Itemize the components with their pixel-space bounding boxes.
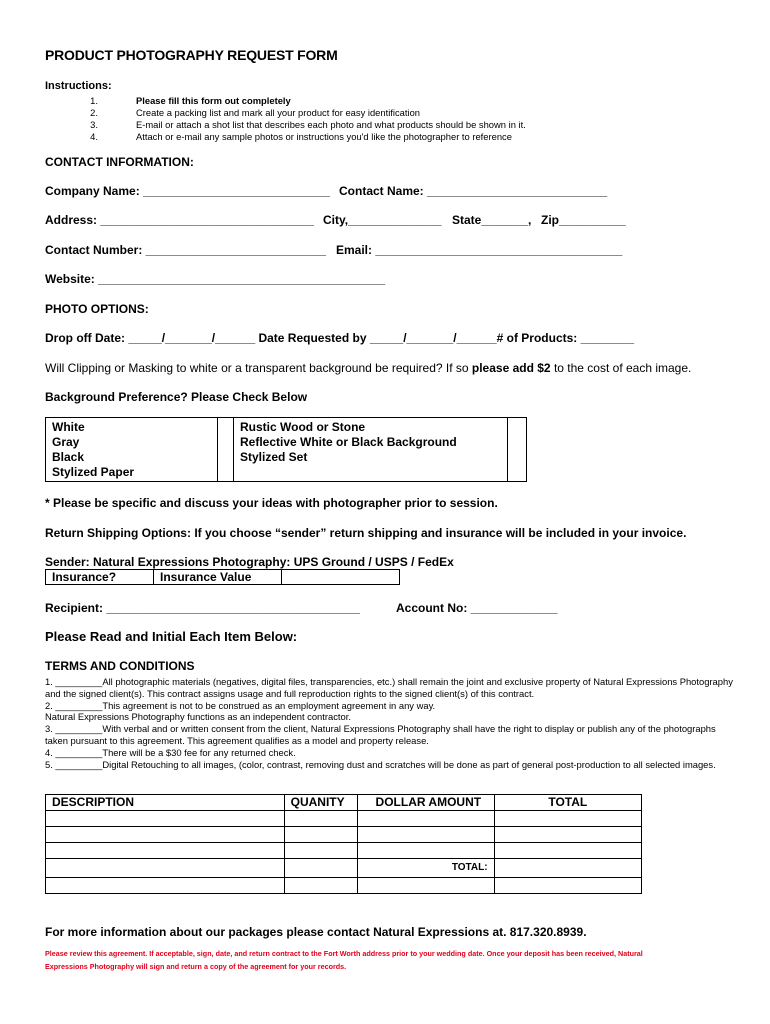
specific-note: * Please be specific and discuss your ideas with photographer prior to session. [45, 496, 498, 510]
total-label: TOTAL: [357, 859, 494, 878]
instruction-text: Attach or e-mail any sample photos or instructions you'd like the photographer to reference [136, 131, 512, 142]
company-name-field[interactable]: Company Name: ____________________________ [45, 184, 330, 198]
clipping-fee: please add $2 [471, 361, 551, 375]
term-4[interactable]: 4. _________There will be a $30 fee for any returned check. [45, 746, 296, 758]
page-title: PRODUCT PHOTOGRAPHY REQUEST FORM [45, 47, 338, 63]
table-row [46, 811, 642, 827]
insurance-table [45, 569, 400, 585]
check-column[interactable] [218, 418, 234, 482]
term-3[interactable]: 3. _________With verbal and or written consent from the client, Natural Expressions Photography shall have the right to display or publish any of the photographs taken pursuant to this agreement. This agreement qualifies as a model and property release. [45, 723, 716, 746]
email-field[interactable]: Email: _____________________________________ [336, 243, 623, 257]
contact-name-field[interactable]: Contact Name: ___________________________ [339, 184, 608, 198]
price-table [45, 794, 642, 894]
option-rustic-wood[interactable]: Rustic Wood or Stone [240, 420, 366, 434]
instruction-number: 1. [90, 95, 98, 106]
city-field[interactable]: City,______________ [323, 213, 442, 227]
account-field[interactable]: Account No: _____________ [396, 601, 558, 615]
table-row [46, 859, 642, 878]
table-row [46, 878, 642, 894]
address-field[interactable]: Address: ________________________________ [45, 213, 314, 227]
contact-info-line: For more information about our packages please contact Natural Expressions at. 817.320.8939. [45, 925, 587, 939]
read-initial-heading: Please Read and Initial Each Item Below: [45, 629, 298, 644]
term-1[interactable]: 1. _________All photographic materials (negatives, digital files, transparencies, etc.) shall remain the joint and exclusive property of Natural Expressions Photography and the signed client(s). This contract assigns usage and full reproduction rights to the signed client(s) of this contract. [45, 676, 733, 699]
instruction-text: Create a packing list and mark all your product for easy identification [136, 107, 420, 118]
instruction-number: 3. [90, 119, 98, 130]
dates-products-field[interactable]: Drop off Date: _____/_______/______ Date Requested by _____/_______/______# of Products: ________ [45, 331, 635, 345]
state-field[interactable]: State_______, [452, 213, 532, 227]
option-white[interactable]: White [52, 420, 85, 434]
option-stylized-set[interactable]: Stylized Set [240, 450, 308, 464]
table-row [46, 827, 642, 843]
clipping-question [45, 361, 691, 375]
instruction-number: 2. [90, 107, 98, 118]
background-heading: Background Preference? Please Check Below [45, 390, 308, 404]
header-description: DESCRIPTION [46, 795, 285, 811]
total-value[interactable] [494, 859, 641, 878]
instruction-number: 4. [90, 131, 98, 142]
insurance-value-cell[interactable]: Insurance Value [154, 570, 282, 585]
background-table [45, 417, 527, 482]
sender-line: Sender: Natural Expressions Photography: UPS Ground / USPS / FedEx [45, 555, 454, 569]
header-total: TOTAL [494, 795, 641, 811]
terms-list [45, 676, 735, 770]
option-reflective[interactable]: Reflective White or Black Background [240, 435, 457, 449]
header-quantity: QUANITY [284, 795, 357, 811]
option-black[interactable]: Black [52, 450, 85, 464]
insurance-cell[interactable]: Insurance? [46, 570, 154, 585]
website-field[interactable]: Website: ___________________________________________ [45, 272, 386, 286]
contact-number-field[interactable]: Contact Number: ___________________________ [45, 243, 326, 257]
term-2-detail: Natural Expressions Photography functions as an independent contractor. [45, 711, 351, 723]
terms-heading: TERMS AND CONDITIONS [45, 659, 195, 673]
term-5[interactable]: 5. _________Digital Retouching to all images, (color, contrast, removing dust and scratches will be done as part of general post-production to all selected images. [45, 758, 716, 770]
header-dollar-amount: DOLLAR AMOUNT [357, 795, 494, 811]
contact-heading: CONTACT INFORMATION: [45, 155, 194, 169]
term-2[interactable]: 2. _________This agreement is not to be construed as an employment agreement in any way. [45, 699, 436, 711]
instruction-text: E-mail or attach a shot list that describes each photo and what products should be shown in it. [136, 119, 526, 130]
instructions-label: Instructions: [45, 80, 112, 92]
recipient-field[interactable]: Recipient: ______________________________________ [45, 601, 360, 615]
table-row [46, 843, 642, 859]
clipping-text: Will Clipping or Masking to white or a transparent background be required? If so [45, 361, 472, 375]
check-column[interactable] [508, 418, 527, 482]
background-col-2 [234, 418, 508, 482]
zip-field[interactable]: Zip__________ [541, 213, 626, 227]
background-col-1 [46, 418, 218, 482]
photo-options-heading: PHOTO OPTIONS: [45, 302, 149, 316]
option-stylized-paper[interactable]: Stylized Paper [52, 465, 135, 479]
insurance-value-input[interactable] [282, 570, 400, 585]
red-note: Please review this agreement. If acceptable, sign, date, and return contract to the Fort Worth address prior to your wedding date. Once your deposit has been received, Natural Expressions Photography will sign and return a copy of the agreement for your records. [45, 949, 643, 971]
return-shipping-note: Return Shipping Options: If you choose “sender” return shipping and insurance will be included in your invoice. [45, 526, 687, 540]
clipping-text-end: to the cost of each image. [550, 361, 692, 375]
instruction-text: Please fill this form out completely [136, 95, 291, 106]
option-gray[interactable]: Gray [52, 435, 80, 449]
